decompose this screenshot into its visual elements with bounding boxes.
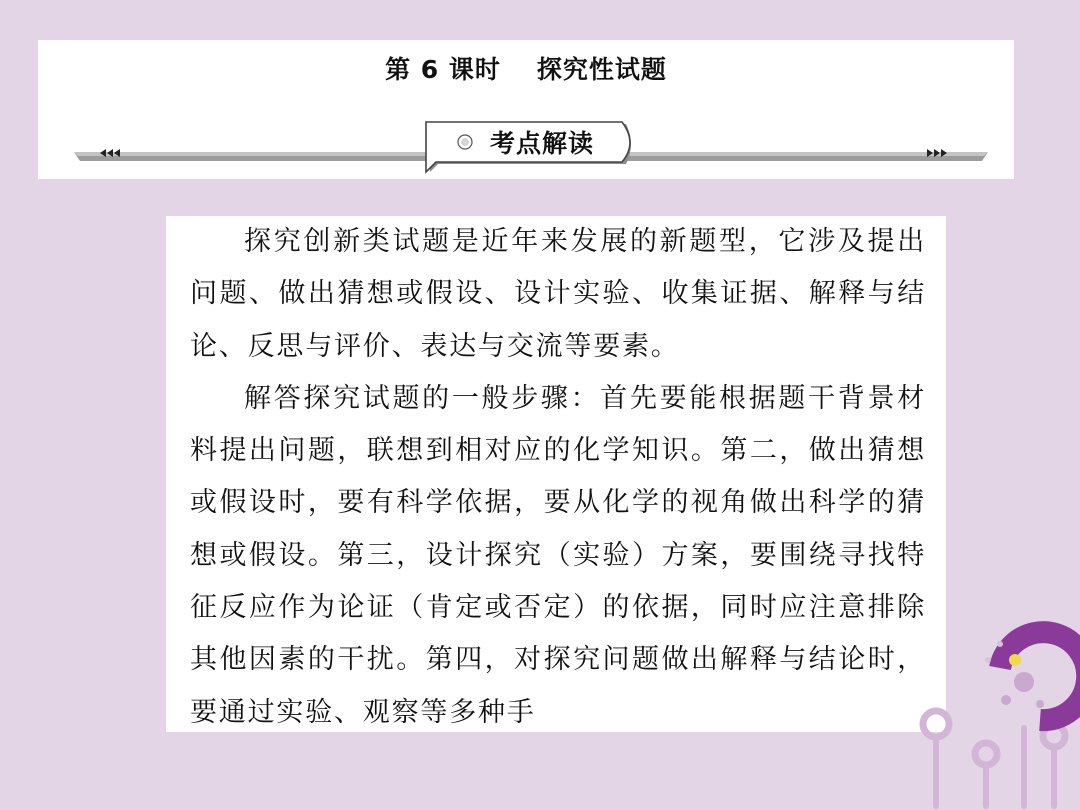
deco-ring-1 (923, 711, 949, 737)
paragraph-1: 探究创新类试题是近年来发展的新题型，它涉及提出问题、做出猜想或假设、设计实验、收集证据、解释与结论、反思与评价、表达与交流等要素。 (190, 226, 926, 362)
deco-dot-yellow (1009, 654, 1021, 666)
deco-dot-center (1014, 672, 1034, 692)
header-panel (38, 40, 1014, 179)
lesson-number: 第 6 课时 (385, 55, 501, 84)
badge-dot-inner (461, 138, 469, 146)
paragraph-2: 解答探究试题的一般步骤：首先要能根据题干背景材料提出问题，联想到相对应的化学知识。第二，做出猜想或假设时，要有科学依据，要从化学的视角做出科学的猜想或假设。第三，设计探究（实验）方案，要围绕寻找特征反应作为论证（肯定或否定）的依据，同时应注意排除其他因素的干扰。第四，对探究问题做出解释与结论时，要通过实验、观察等多种手 (190, 382, 926, 728)
deco-ring-2 (975, 743, 997, 765)
section-badge-label: 考点解读 (490, 129, 595, 158)
lesson-topic: 探究性试题 (536, 55, 667, 84)
content-panel (166, 216, 946, 732)
decorative-logo-icon (900, 620, 1080, 810)
